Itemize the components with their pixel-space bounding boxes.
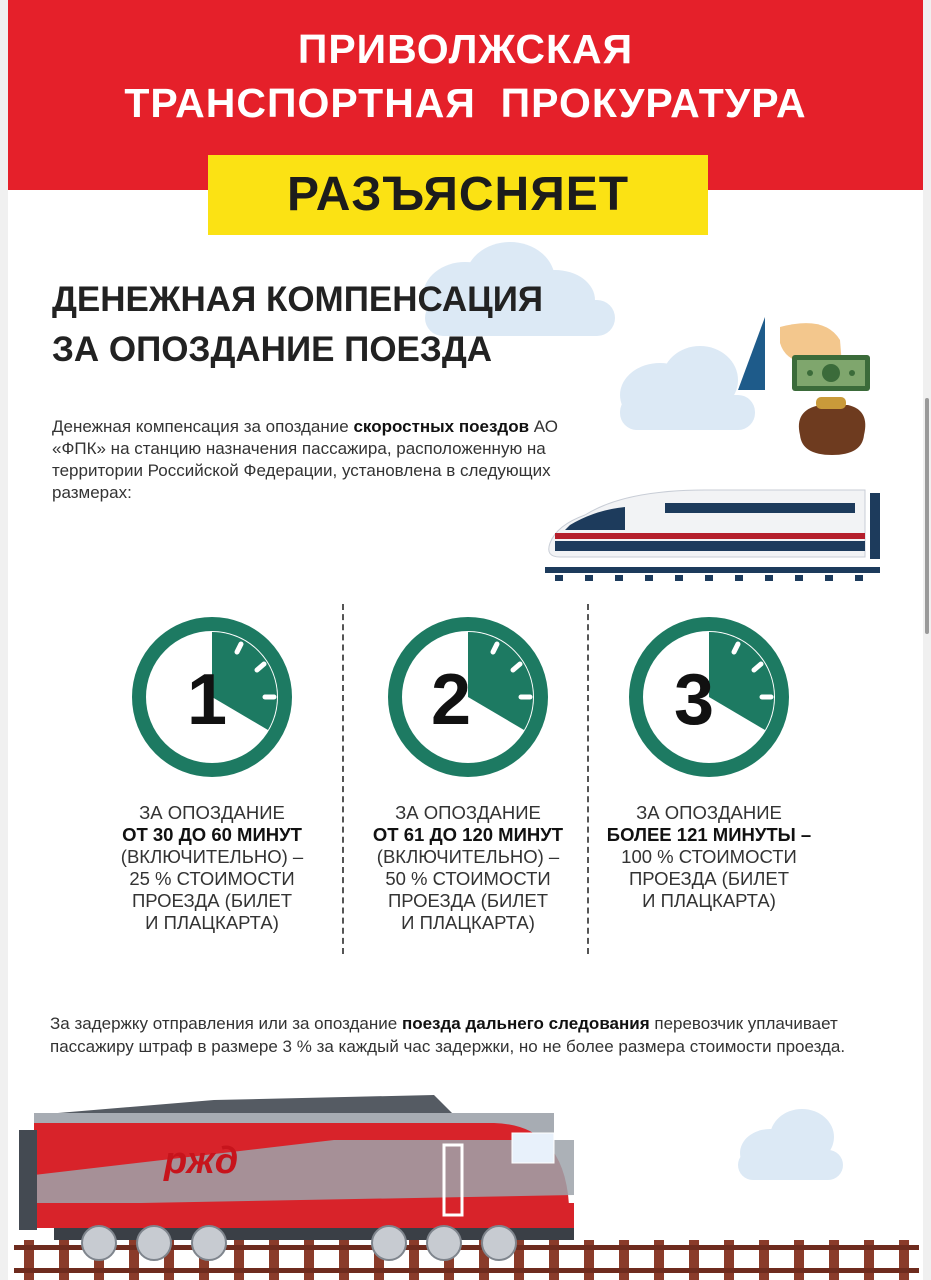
item-line: И ПЛАЦКАРТА) [642, 890, 776, 911]
main-title [52, 275, 543, 375]
intro-text-start: Денежная компенсация за опоздание [52, 417, 354, 436]
item-number: 1 [187, 660, 228, 740]
note-text-end: перевозчик уплачивает пассажиру штраф в размере 3 % за каждый час задержки, но не более размера стоимости проезда. [50, 1014, 846, 1056]
note-text-start: За задержку отправления или за опоздание [50, 1014, 402, 1033]
header-title [8, 22, 923, 130]
header-title-line2: ТРАНСПОРТНАЯ ПРОКУРАТУРА [124, 80, 807, 126]
item-line: ПРОЕЗДА (БИЛЕТ [387, 890, 549, 911]
item-percent: 100 % СТОИМОСТИ [621, 846, 797, 867]
item-number: 2 [431, 660, 472, 740]
intro-text-end: АО «ФПК» на станцию назначения пассажира, расположенную на территории Российской Федерации, установлена в следующих размерах: [52, 417, 558, 502]
flag-icon [738, 317, 765, 390]
screen-edge-right [923, 0, 931, 1280]
locomotive-illustration [14, 1085, 919, 1280]
item-percent: 50 % СТОИМОСТИ [385, 868, 551, 889]
item-percent: 25 % СТОИМОСТИ [129, 868, 295, 889]
item-duration: ОТ 61 ДО 120 МИНУТ [372, 824, 564, 845]
item-line: И ПЛАЦКАРТА) [145, 912, 279, 933]
item-line: И ПЛАЦКАРТА) [401, 912, 535, 933]
item-duration: БОЛЕЕ 121 МИНУТЫ – [606, 824, 812, 845]
clock-icon [127, 612, 297, 782]
item-line: ЗА ОПОЗДАНИЕ [636, 802, 782, 823]
item-duration: ОТ 30 ДО 60 МИНУТ [122, 824, 302, 845]
header-title-line1: ПРИВОЛЖСКАЯ [297, 26, 634, 72]
item-description [589, 802, 829, 912]
clock-icon [383, 612, 553, 782]
rzd-logo: ржд [164, 1140, 239, 1182]
purse-icon [799, 405, 865, 455]
item-line: (ВКЛЮЧИТЕЛЬНО) – [120, 846, 304, 867]
intro-paragraph [52, 416, 592, 504]
column-divider-1 [342, 604, 344, 954]
compensation-item-2 [348, 612, 588, 934]
item-line: (ВКЛЮЧИТЕЛЬНО) – [376, 846, 560, 867]
item-line: ЗА ОПОЗДАНИЕ [139, 802, 285, 823]
main-title-line1: ДЕНЕЖНАЯ КОМПЕНСАЦИЯ [52, 280, 544, 319]
item-line: ПРОЕЗДА (БИЛЕТ [628, 868, 790, 889]
scrollbar[interactable] [925, 398, 929, 634]
explains-badge: РАЗЪЯСНЯЕТ [208, 155, 708, 235]
clock-icon [624, 612, 794, 782]
item-description [92, 802, 332, 934]
item-number: 3 [674, 660, 715, 740]
item-line: ЗА ОПОЗДАНИЕ [395, 802, 541, 823]
main-title-line2: ЗА ОПОЗДАНИЕ ПОЕЗДА [52, 330, 493, 369]
speed-train-illustration [545, 485, 880, 585]
item-line: ПРОЕЗДА (БИЛЕТ [131, 890, 293, 911]
compensation-item-3 [589, 612, 829, 912]
intro-text-bold: скоростных поездов [353, 417, 530, 436]
long-distance-note [50, 1013, 870, 1058]
money-wallet-illustration [730, 315, 875, 465]
item-description [348, 802, 588, 934]
compensation-item-1 [92, 612, 332, 934]
screen-edge-left [0, 0, 8, 1280]
note-text-bold: поезда дальнего следования [401, 1014, 650, 1033]
